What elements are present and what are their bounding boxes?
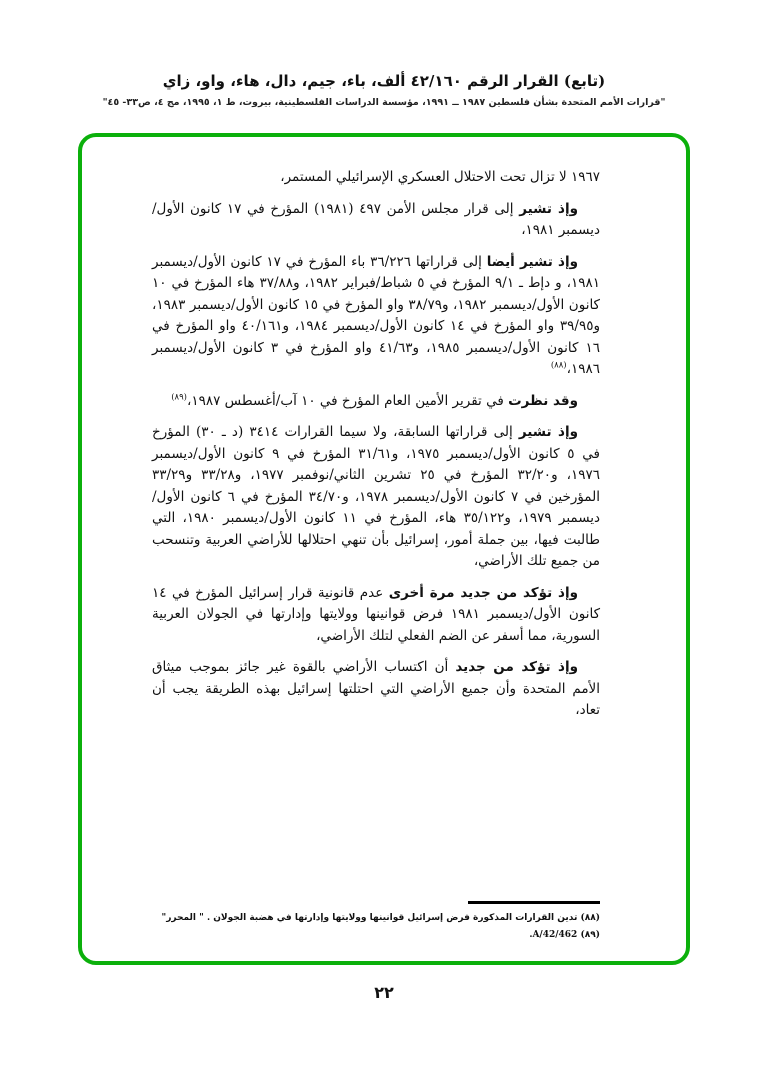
paragraph-lead: وقد نظرت <box>508 392 578 409</box>
footnotes <box>94 911 600 942</box>
body-paragraphs <box>152 167 600 732</box>
paragraph: وقد نظرت في تقرير الأمين العام المؤرخ في ١٠ آب/أغسطس ١٩٨٧،$^{(٨٩)}$ <box>171 392 578 409</box>
paragraph: وإذ تشير إلى قراراتها السابقة، ولا سيما القرارات ٣٤١٤ (د ـ ٣٠) المؤرخ في ٥ كانون الأول/ديسمبر ١٩٧٥، و٣١/٦١ المؤرخ في ٩ كانون الأول/ديسمبر ١٩٧٦، و٣٢/٢٠ المؤرخ في ٢٥ تشرين الثاني/نوفمبر ١٩٧٧، و٣٣/٢٨ و٣٣/٢٩ المؤرخين في ٧ كانون الأول/ديسمبر ١٩٧٨، و٣٤/٧٠ المؤرخ في ٦ كانون الأول/ديسمبر ١٩٧٩، و٣٥/١٢٢ هاء، المؤرخ في ١١ كانون الأول/ديسمبر ١٩٨٠، التي طالبت فيها، بين جملة أمور، إسرائيل بأن تنهي احتلالها للأراضي العربية وتنسحب من جميع تلك الأراضي، <box>152 424 601 569</box>
paragraph: وإذ تشير إلى قرار مجلس الأمن ٤٩٧ (١٩٨١) المؤرخ في ١٧ كانون الأول/ديسمبر ١٩٨١، <box>152 200 600 238</box>
footnote: (٨٨) تدين القرارات المذكورة فرض إسرائيل قوانينها وولايتها وإدارتها في هضبة الجولان . " المحرر" <box>161 913 600 923</box>
source-citation: "قرارات الأمم المتحدة بشأن فلسطين ١٩٨٧ ــ ١٩٩١، مؤسسة الدراسات الفلسطينية، بيروت، ط ١، ١٩٩٥، مج ٤، ص٣٣- ٤٥" <box>102 97 666 108</box>
paragraph-lead: وإذ تشير أيضا <box>486 253 578 270</box>
footnote-separator <box>468 901 600 904</box>
paragraph: وإذ تؤكد من جديد أن اكتساب الأراضي بالقوة غير جائز بموجب ميثاق الأمم المتحدة وأن جميع الأراضي التي احتلتها إسرائيل بهذه الطريقة يجب أن تعاد، <box>152 659 600 718</box>
green-border-box <box>78 133 690 965</box>
paragraph: وإذ تؤكد من جديد مرة أخرى عدم قانونية قرار إسرائيل المؤرخ في ١٤ كانون الأول/ديسمبر ١٩٨١ فرض قوانينها وولايتها وإدارتها في الجولان العربية السورية، مما أسفر عن الضم الفعلي لتلك الأراضي، <box>152 584 601 644</box>
footnote-marker: (٨٨) <box>550 360 567 371</box>
page-header <box>0 0 768 108</box>
paragraph-lead: وإذ تؤكد من جديد <box>455 659 578 675</box>
page-number: ٢٢ <box>374 983 394 1002</box>
footnote-section <box>94 897 600 945</box>
resolution-title: (تابع) القرار الرقم ٤٢/١٦٠ ألف، باء، جيم، دال، هاء، واو، زاي <box>162 72 606 90</box>
footnote-marker: (٨٩) <box>171 392 187 402</box>
paragraph: وإذ تشير أيضا إلى قراراتها ٣٦/٢٢٦ باء المؤرخ في ١٧ كانون الأول/ديسمبر ١٩٨١، و دإط ـ ٩/١ المؤرخ في ٥ شباط/فبراير ١٩٨٢، و٣٧/٨٨ هاء المؤرخ في ١٠ كانون الأول/ديسمبر ١٩٨٢، و٣٨/٧٩ واو المؤرخ في ١٥ كانون الأول/ديسمبر ١٩٨٣، و٣٩/٩٥ واو المؤرخ في ١٤ كانون الأول/ديسمبر ١٩٨٤، و٤٠/١٦١ واو المؤرخ في ١٦ كانون الأول/ديسمبر ١٩٨٥، و٤١/٦٣ واو المؤرخ في ٣ كانون الأول/ديسمبر ١٩٨٦،$^{(٨٨)}$ <box>152 253 601 377</box>
paragraph-lead: وإذ تشير <box>519 200 578 217</box>
paragraph-lead: وإذ تؤكد من جديد مرة أخرى <box>388 584 578 601</box>
paragraph: ١٩٦٧ لا تزال تحت الاحتلال العسكري الإسرائيلي المستمر، <box>280 169 600 185</box>
footnote: (٨٩) A/42/462. <box>529 930 600 940</box>
paragraph-lead: وإذ تشير <box>518 424 578 440</box>
